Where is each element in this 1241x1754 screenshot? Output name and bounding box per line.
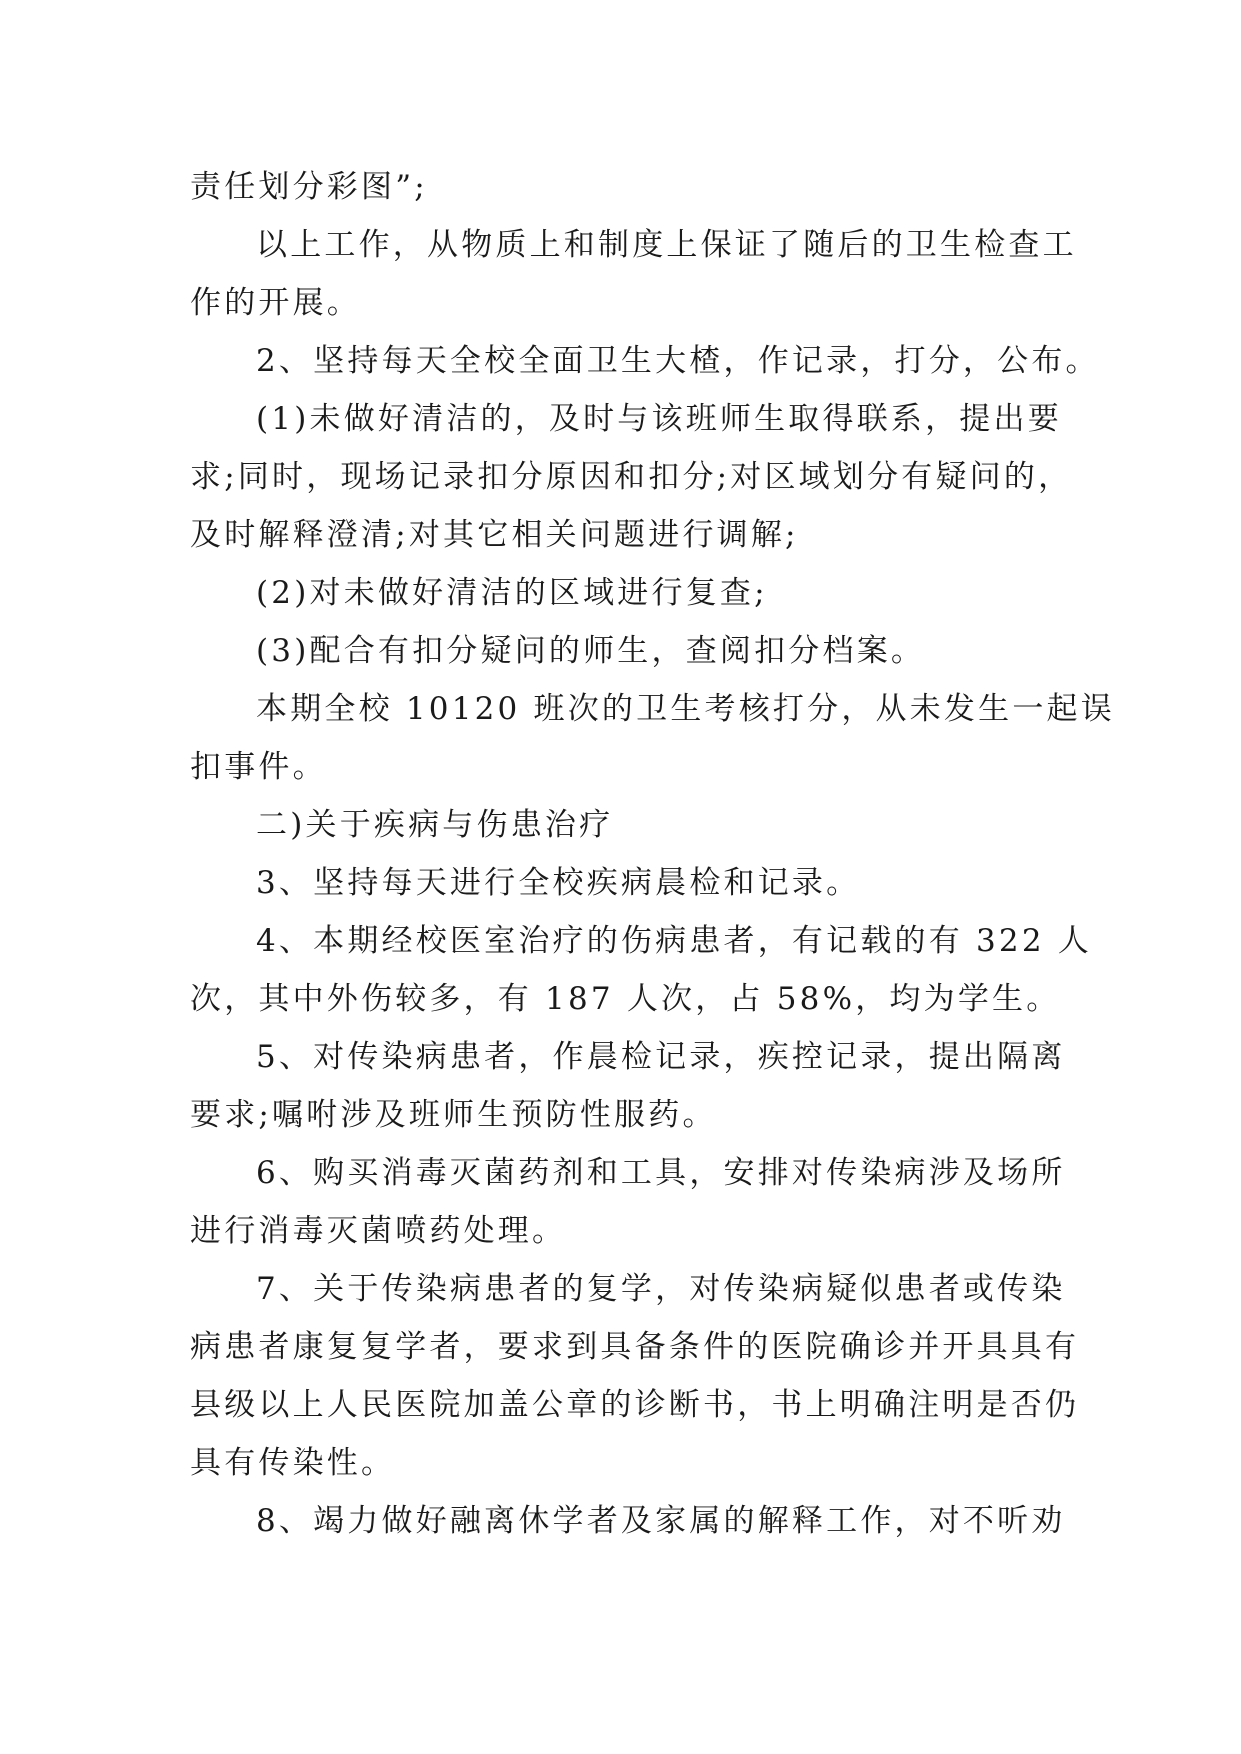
text-line: 4、本期经校医室治疗的伤病患者，有记载的有 322 人	[256, 923, 1092, 959]
text-line: 次，其中外伤较多，有 187 人次，占 58%，均为学生。	[190, 981, 1061, 1017]
text-line: 本期全校 10120 班次的卫生考核打分，从未发生一起误	[256, 691, 1115, 727]
text-line: 进行消毒灭菌喷药处理。	[190, 1213, 567, 1249]
text-line: 7、关于传染病患者的复学，对传染病疑似患者或传染	[256, 1271, 1066, 1307]
text-line: 5、对传染病患者，作晨检记录，疾控记录，提出隔离	[256, 1039, 1066, 1075]
text-line: 6、购买消毒灭菌药剂和工具，安排对传染病涉及场所	[256, 1155, 1066, 1191]
text-line: 以上工作，从物质上和制度上保证了随后的卫生检查工	[256, 227, 1077, 263]
text-line: 2、坚持每天全校全面卫生大楂，作记录，打分，公布。	[256, 343, 1100, 379]
text-line: 求;同时，现场记录扣分原因和扣分;对区域划分有疑问的，	[190, 459, 1073, 495]
text-line: 具有传染性。	[190, 1445, 396, 1481]
text-line: 作的开展。	[190, 285, 361, 321]
text-line: 及时解释澄清;对其它相关问题进行调解;	[190, 517, 799, 553]
text-line: 县级以上人民医院加盖公章的诊断书，书上明确注明是否仍	[190, 1387, 1080, 1423]
text-line: (1)未做好清洁的，及时与该班师生取得联系，提出要	[256, 401, 1062, 437]
text-line: 8、竭力做好融离休学者及家属的解释工作，对不听劝	[256, 1503, 1066, 1539]
text-line: 3、坚持每天进行全校疾病晨检和记录。	[256, 865, 861, 901]
text-line: 病患者康复复学者，要求到具备条件的医院确诊并开具具有	[190, 1329, 1080, 1365]
text-line: 要求;嘱咐涉及班师生预防性服药。	[190, 1097, 717, 1133]
document-body	[190, 158, 1115, 1550]
text-line: 扣事件。	[190, 749, 327, 785]
text-line: (3)配合有扣分疑问的师生，查阅扣分档案。	[256, 633, 926, 669]
text-line: 责任划分彩图”;	[190, 169, 428, 205]
text-line: (2)对未做好清洁的区域进行复查;	[256, 575, 768, 611]
section-heading: 二)关于疾病与伤患治疗	[256, 807, 614, 843]
